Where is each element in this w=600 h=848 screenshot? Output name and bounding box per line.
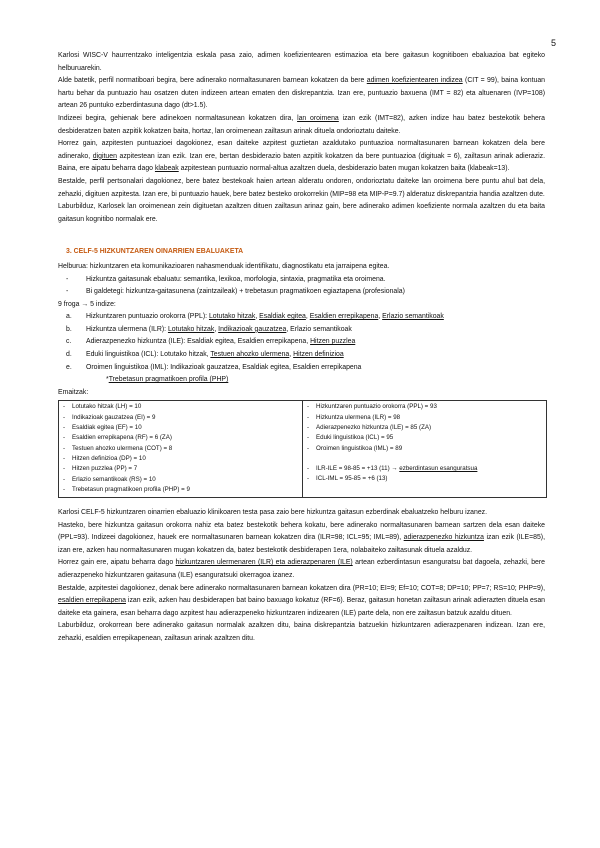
- score-item: - Hitzen definizioa (DP) = 10: [62, 454, 299, 464]
- underlined-term: Indikazioak gauzatzea: [218, 325, 287, 333]
- text-run: ILR-ILE = 98-85 = +13 (11) →: [316, 464, 400, 472]
- score-item: - Indikazioak gauzatzea (EI) = 9: [62, 413, 299, 423]
- index-item: [58, 311, 545, 324]
- bullet-item: - Bi galdetegi: hizkuntza-gaitasunena (zaintzaileak) + trebetasun pragmatikoen egiaztapena (profesionala): [58, 286, 545, 299]
- comparison-item: [306, 464, 543, 474]
- tests-line: 9 froga → 5 indize:: [58, 300, 116, 308]
- text-run: ,: [378, 313, 383, 321]
- underlined-term: Trebetasun pragmatikoen profila (PHP): [108, 376, 229, 384]
- score-item: - Lotutako hitzak (LH) = 10: [62, 402, 299, 412]
- score-item: - Esaldien errepikapena (RF) = 6 (ZA): [62, 433, 299, 443]
- underlined-term: Hitzen definizioa: [293, 351, 344, 359]
- index-item: [58, 362, 545, 375]
- paragraph: [58, 520, 545, 558]
- document-body: [58, 50, 545, 646]
- paragraph: [58, 583, 545, 621]
- paragraph: [58, 50, 545, 75]
- purpose-bullets: [58, 274, 545, 299]
- score-item: - Hizkuntzaren puntuazio orokorra (PPL) = 93: [306, 402, 543, 412]
- subtest-scores: [62, 402, 299, 495]
- list-marker: c.: [66, 338, 72, 346]
- text-run: Laburbilduz, Karlosek lan oroimenean zein digituetan azaltzen dituen zailtasun arinaz gain, bere adinerako adimen koefiziente normala azaltzen du eta baita gaitasun kognitibo normalak ere.: [58, 203, 545, 223]
- section-title: 3. CELF-5 HIZKUNTZAREN OINARRIEN EBALUAKETA: [66, 248, 244, 256]
- section-purpose: Helburua: hizkuntzaren eta komunikazioaren nahasmenduak identifikatu, diagnostikatu eta jarraipena egitea.: [58, 262, 390, 270]
- results-right-cell: [303, 401, 547, 498]
- underlined-term: ezberdintasun esanguratsua: [399, 464, 478, 472]
- underlined-term: Lotutako hitzak: [208, 313, 256, 321]
- text-run: Horrez gain ere, aipatu beharra dago: [58, 559, 176, 567]
- paragraph: [58, 176, 545, 201]
- paragraph: [58, 507, 545, 520]
- underlined-term: Esaldiak egitea: [259, 313, 306, 321]
- text-run: Bestalde, perfil pertsonalari dagokionez, bere batez bestekoak haien artean alderatu ondoren, ondorioztatu daiteke lan oroimena bere puntu ahul bat dela, zehazki, digituen azpitesta. Izan ere, bi puntuazio hauek, bere batez besteko orokorrekin (MIP=98 eta MIP-P=9.7) alderatuz diskrepantzia handia azaltzen dute.: [58, 177, 545, 198]
- text-run: ,: [255, 313, 260, 321]
- text-run: ,: [289, 351, 294, 359]
- underlined-term: adimen koefizientearen indizea: [366, 77, 463, 85]
- underlined-term: hizkuntzaren ulermenaren (ILR) eta adierazpenaren (ILE): [175, 559, 353, 567]
- score-item: - Hizkuntza ulermena (ILR) = 98: [306, 413, 543, 423]
- score-item: - Erlazio semantikoak (RS) = 10: [62, 475, 299, 485]
- text-run: , Erlazio semantikoak: [286, 325, 352, 333]
- underlined-term: esaldien errepikapena: [58, 597, 126, 605]
- text-run: Karlosi CELF-5 hizkuntzaren oinarrien ebaluazio klinikoaren testa pasa zaio bere hizkuntza gaitasun ezberdinak ebaluatzeko helburu izanez.: [58, 509, 488, 517]
- underlined-term: digituen: [92, 152, 117, 160]
- results-label: Emaitzak:: [58, 388, 89, 396]
- text-run: izan ezik, azken hau desbiderapen bat baino baxuago kokatuz (RF=6). Beraz, gaitasun honetan zailtasun arinak adierazten dituela esan daiteke eta gainera, esan beharra dago azpitest hau adierazpeneko hizkuntzaren indizearen (ILE) parte dela, non ere zailtasun batzuk azaldu dituen.: [58, 597, 545, 617]
- text-run: (CIT = 99), baina kontuan hartu behar da puntuazio hau osatzen duten indizeen artean ematen den diskrepantzia. Izan ere, puntuazio baxuena (IMT = 82) eta altuenaren (IVP=108) artean 26 puntuko ezberdintasuna dago (dt>1.5).: [58, 77, 546, 110]
- results-table: [58, 400, 547, 498]
- pragmatic-profile-note: [58, 374, 545, 387]
- page-number: 5: [550, 38, 556, 48]
- text-run: Hasteko, bere hizkuntza gaitasun orokorra nahiz eta batez bestekotik behera kokatu, bere adinerako normaltasunaren barnean sartzen dela esan daiteke (PPL=93). Indizeei dagokionez, hauek ere normaltasunaren barnean kokatzen dira (ILR=98; ICL=95; IML=89),: [58, 521, 545, 542]
- text-run: *: [106, 376, 109, 384]
- score-item: - Eduki linguistikoa (ICL) = 95: [306, 433, 543, 443]
- text-run: Alde batetik, perfil normatiboari begira, bere adinerako normaltasunaren barnean kokatzen da bere: [58, 77, 367, 85]
- text-run: Bestalde, azpitestei dagokionez, denak bere adinerako normaltasunaren barnean kokatzen dira (PR=10; EI=9; Ef=10; COT=8; DP=10; PP=7; RS=10; PHP=9),: [58, 584, 545, 592]
- score-item: - Hitzen puzzlea (PP) = 7: [62, 464, 299, 474]
- text-run: Hizkuntzaren puntuazio orokorra (PPL):: [86, 313, 209, 321]
- text-run: izan ezik (ILE=85), izan ere, azken hau normaltasunaren mugan kokatzen da, batez bestekotik desbiderapen 1era, nolabaiteko zailtasunak dituela azalduz.: [58, 534, 545, 554]
- underlined-term: lan oroimena: [297, 114, 339, 122]
- score-item: - Trebetasun pragmatikoen profila (PHP) = 9: [62, 485, 299, 495]
- paragraph: [58, 557, 545, 582]
- paragraph: [58, 201, 545, 226]
- score-item: - Esaldiak egitea (EF) = 10: [62, 423, 299, 433]
- paragraph: [58, 620, 545, 645]
- text-run: Laburbilduz, orokorrean bere adinerako gaitasun normalak azaltzen ditu, baina diskrepantzia batzuekin hizkuntzaren adierazpenaren indizean. Izan ere, zehazki, esaldien errepikapenean, zailtasun arinak azaltzen ditu.: [58, 622, 545, 643]
- results-left-cell: [59, 401, 303, 498]
- text-run: ,: [214, 325, 219, 333]
- index-item: [58, 324, 545, 337]
- text-run: ICL-IML = 95-85 = +6 (13): [316, 475, 388, 483]
- text-run: azpitestean puntuazio normal-altua azaltzen duela, desbiderazio baten mugan kokatzen baita (klabeak=13).: [178, 165, 510, 173]
- index-item: [58, 349, 545, 362]
- text-run: Horrez gain, azpitesten puntuazioei dagokionez, esan daiteke azpitest guztietan azaldutako puntuazioa normaltasunaren barnean kokatzen dela bere adinerako,: [58, 140, 545, 160]
- paragraph: [58, 138, 545, 176]
- list-marker: a.: [66, 313, 72, 321]
- underlined-term: Esaldien errepikapena: [309, 313, 379, 321]
- index-scores: [306, 402, 543, 453]
- text-run: Hizkuntza ulermena (ILR):: [86, 325, 168, 333]
- text-run: Adierazpenezko hizkuntza (ILE): Esaldiak egitea, Esaldien errepikapena,: [86, 338, 311, 346]
- text-run: ,: [305, 313, 310, 321]
- wisc-section: [58, 50, 545, 226]
- text-run: artean ezberdintasun esanguratsu bat dagoela, zehazki, bere adierazpeneko hizkuntzaren gaitasuna (ILE) esanguratsuki okerragoa izanez.: [58, 559, 545, 580]
- score-item: - Adierazpenezko hizkuntza (ILE) = 85 (ZA): [306, 423, 543, 433]
- text-run: Karlosi WISC-V haurrentzako inteligentzia eskala pasa zaio, adimen koefizientearen estimazioa eta bere gaitasun kognitiboen ebaluazioa bat egiteko helburuarekin.: [58, 52, 545, 72]
- underlined-term: Hitzen puzzlea: [310, 338, 356, 346]
- underlined-term: klabeak: [154, 165, 179, 173]
- text-run: Oroimen linguistikoa (IML): Indikazioak gauzatzea, Esaldiak egitea, Esaldien errepikapena: [86, 363, 362, 371]
- score-item: - Testuen ahozko ulermena (COT) = 8: [62, 444, 299, 454]
- text-run: azpitestean izan ezik. Izan ere, bertan desbiderazio baten azpitik kokatzen da bere puntuazioa (digituak = 6), zailtasun arinak adieraziz. Baina, ere aipatu beharra dago: [58, 152, 545, 173]
- index-item: [58, 336, 545, 349]
- celf-interpretation: [58, 507, 545, 646]
- underlined-term: adierazpenezko hizkuntza: [403, 534, 484, 542]
- underlined-term: Erlazio semantikoak: [382, 313, 444, 321]
- list-marker: e.: [66, 363, 72, 371]
- paragraph: [58, 75, 545, 113]
- underlined-term: Testuen ahozko ulermena: [210, 351, 290, 359]
- list-marker: d.: [66, 351, 72, 359]
- score-item: - Oroimen linguistikoa (IML) = 89: [306, 444, 543, 454]
- index-comparisons: [306, 464, 543, 485]
- underlined-term: Lotutako hitzak: [167, 325, 215, 333]
- index-list: [58, 311, 545, 374]
- paragraph: [58, 113, 545, 138]
- text-run: izan ezik (IMT=82), azken indize hau batez bestekotik behera desbideratzen baten azpitik kokatzen baita, hortaz, lan oroimenean zailtasun arinak dituela ondorioztatu daiteke.: [58, 114, 546, 135]
- list-marker: b.: [66, 325, 72, 333]
- text-run: Indizeei begira, gehienak bere adinekoen normaltasunean kokatzen dira,: [58, 114, 298, 122]
- text-run: Eduki linguistikoa (ICL): Lotutako hitzak,: [86, 351, 211, 359]
- comparison-item: [306, 474, 543, 484]
- bullet-item: - Hizkuntza gaitasunak ebaluatu: semantika, lexikoa, morfologia, sintaxia, pragmatika eta oroimena.: [58, 274, 545, 287]
